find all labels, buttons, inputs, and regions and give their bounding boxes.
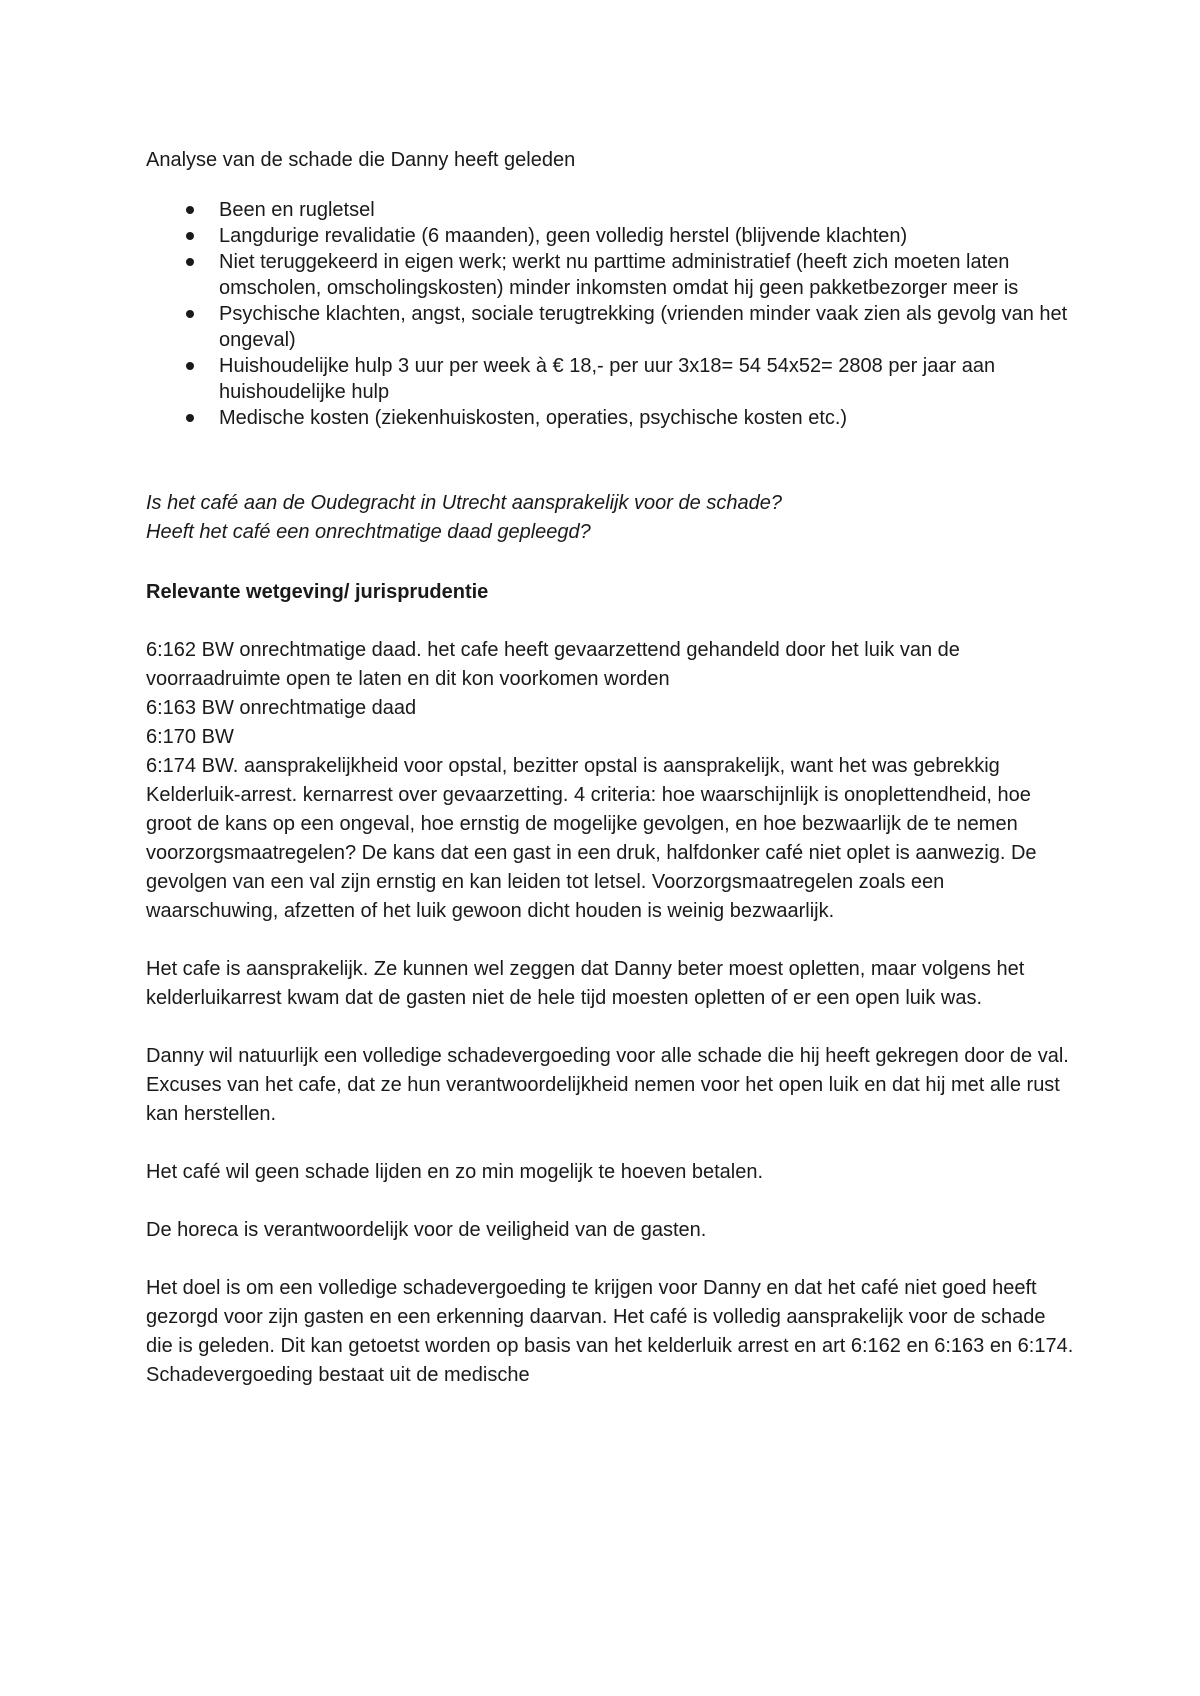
list-item [146,301,1076,353]
list-item [146,249,1076,301]
damage-list [146,197,1076,431]
law-line: 6:162 BW onrechtmatige daad. het cafe heeft gevaarzettend gehandeld door het luik van de voorraadruimte open te laten en dit kon voorkomen worden [146,639,960,690]
list-item [146,223,1076,249]
law-line: Kelderluik-arrest. kernarrest over gevaarzetting. 4 criteria: hoe waarschijnlijk is onoplettendheid, hoe groot de kans op een ongeval, hoe ernstig de mogelijke gevolgen, en hoe bezwaarlijk de te nemen voorzorgsmaatregelen? De kans dat een gast in een druk, halfdonker café niet oplet is aanwezig. De gevolgen van een val zijn ernstig en kan leiden tot letsel. Voorzorgsmaatregelen zoals een waarschuwing, afzetten of het luik gewoon dicht houden is weinig bezwaarlijk. [146,784,1037,922]
section-heading: Relevante wetgeving/ jurisprudentie [146,581,489,603]
paragraph: Het doel is om een volledige schadevergoeding te krijgen voor Danny en dat het café niet goed heeft gezorgd voor zijn gasten en een erkenning daarvan. Het café is volledig aansprakelijk voor de schade die is geleden. Dit kan getoetst worden op basis van het kelderluik arrest en art 6:162 en 6:163 en 6:174. Schadevergoeding bestaat uit de medische [146,1277,1074,1386]
list-item [146,405,1076,431]
list-item-text: Huishoudelijke hulp 3 uur per week à € 18,- per uur 3x18= 54 54x52= 2808 per jaar aan huishoudelijke hulp [219,355,996,403]
bullet-icon [186,232,194,240]
bullet-icon [186,258,194,266]
research-questions [146,489,1076,547]
list-item [146,197,1076,223]
legislation-list [146,636,1076,926]
law-line: 6:163 BW onrechtmatige daad [146,697,417,719]
paragraph: Het café wil geen schade lijden en zo min mogelijk te hoeven betalen. [146,1161,764,1183]
list-item [146,353,1076,405]
bullet-icon [186,310,194,318]
law-line: 6:174 BW. aansprakelijkheid voor opstal, bezitter opstal is aansprakelijk, want het was gebrekkig [146,755,1000,777]
paragraph: Het cafe is aansprakelijk. Ze kunnen wel zeggen dat Danny beter moest opletten, maar volgens het kelderluikarrest kwam dat de gasten niet de hele tijd moesten opletten of er een open luik was. [146,958,1025,1009]
question-1: Is het café aan de Oudegracht in Utrecht aansprakelijk voor de schade? [146,492,782,514]
paragraph: Danny wil natuurlijk een volledige schadevergoeding voor alle schade die hij heeft gekregen door de val. Excuses van het cafe, dat ze hun verantwoordelijkheid nemen voor het open luik en dat hij met alle rust kan herstellen. [146,1045,1069,1125]
list-item-text: Been en rugletsel [219,199,375,221]
paragraph: De horeca is verantwoordelijk voor de veiligheid van de gasten. [146,1219,707,1241]
list-item-text: Psychische klachten, angst, sociale terugtrekking (vrienden minder vaak zien als gevolg van het ongeval) [219,303,1068,351]
document-body [146,146,1076,1390]
law-line: 6:170 BW [146,726,234,748]
bullet-icon [186,362,194,370]
bullet-icon [186,414,194,422]
bullet-icon [186,206,194,214]
list-item-text: Langdurige revalidatie (6 maanden), geen volledig herstel (blijvende klachten) [219,225,908,247]
list-item-text: Niet teruggekeerd in eigen werk; werkt nu parttime administratief (heeft zich moeten laten omscholen, omscholingskosten) minder inkomsten omdat hij geen pakketbezorger meer is [219,251,1019,299]
document-title: Analyse van de schade die Danny heeft geleden [146,149,576,171]
question-2: Heeft het café een onrechtmatige daad gepleegd? [146,521,591,543]
list-item-text: Medische kosten (ziekenhuiskosten, operaties, psychische kosten etc.) [219,407,848,429]
